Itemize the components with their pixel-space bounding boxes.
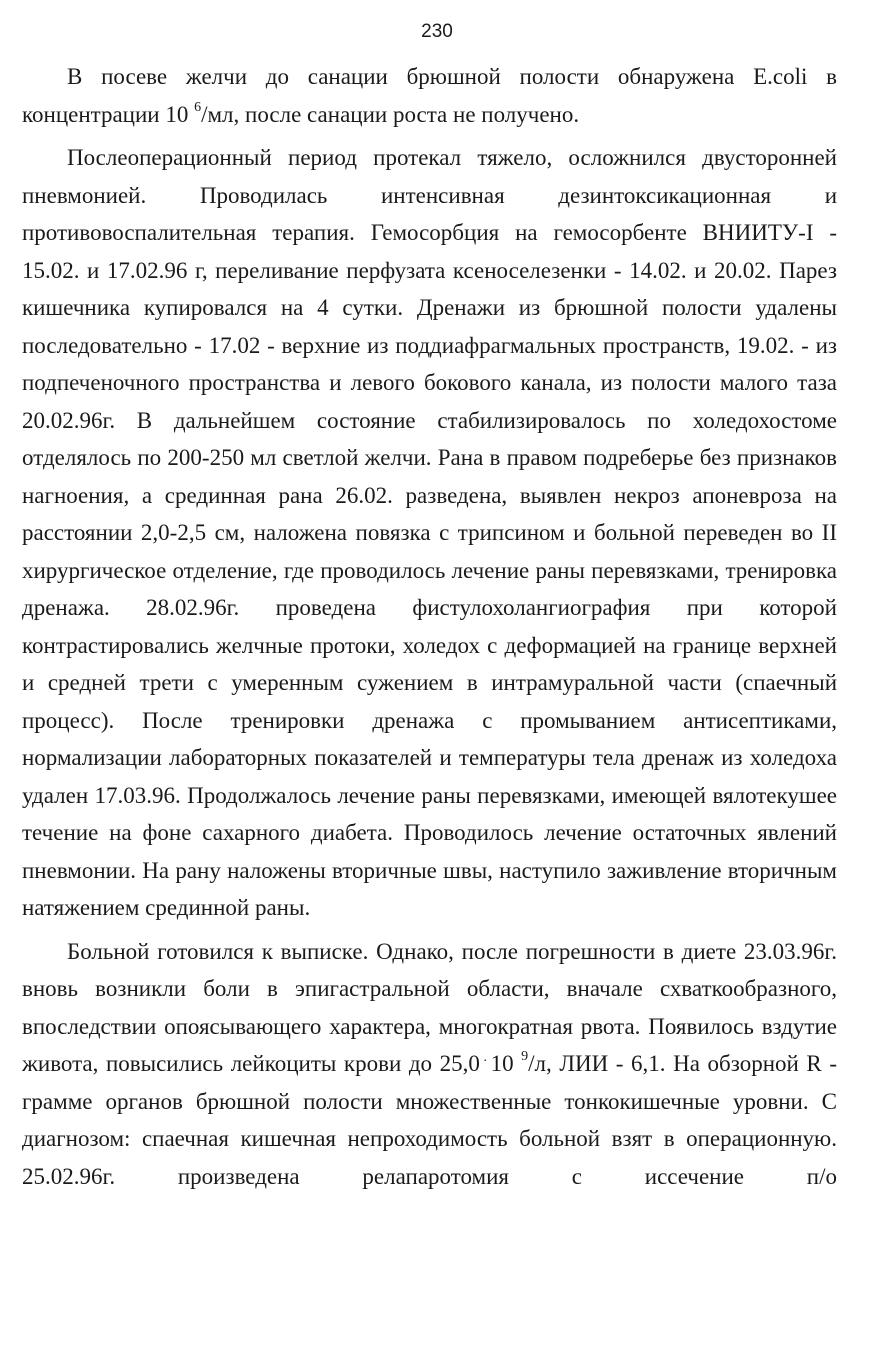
paragraph-postoperative-period: Послеоперационный период протекал тяжело, осложнился двусторонней пневмонией. Проводилась интенсивная дезинтоксикационная и противовоспалительная терапия. Гемосорбция на гемосорбенте ВНИИТУ-I - 15.02. и 17.02.96 г, переливание перфузата ксеноселезенки - 14.02. и 20.02. Парез кишечника купировался на 4 сутки. Дренажи из брюшной полости удалены последовательно - 17.02 - верхние из поддиафрагмальных пространств, 19.02. - из подпеченочного пространства и левого бокового канала, из полости малого таза 20.02.96г. В дальнейшем состояние стабилизировалось по холедохостоме отделялось по 200-250 мл светлой желчи. Рана в правом подреберье без признаков нагноения, а срединная рана 26.02. разведена, выявлен некроз апоневроза на расстоянии 2,0-2,5 см, наложена повязка с трипсином и больной переведен во II хирургическое отделение, где проводилось лечение раны перевязками, тренировка дренажа. 28.02.96г. проведена фистулохолангиография при которой контрастировались желчные протоки, холедох с деформацией на границе верхней и средней трети с умеренным сужением в интрамуральной части (спаечный процесс). После тренировки дренажа с промыванием антисептиками, нормализации лабораторных показателей и температуры тела дренаж из холедоха удален 17.03.96. Продолжалось лечение раны перевязками, имеющей вялотекушее течение на фоне сахарного диабета. Проводилось лечение остаточных явлений пневмонии. На рану наложены вторичные швы, наступило заживление вторичным натяжением срединной раны. <box>22 145 837 920</box>
paragraph-readmission <box>22 933 837 1196</box>
exponent: 6 <box>194 99 202 115</box>
multiplication-dot: · <box>482 1054 488 1069</box>
paragraph-text: 10 <box>490 1051 522 1076</box>
paragraph-text: /л, ЛИИ - 6,1. На обзорной R - грамме органов брюшной полости множественные тонкокишечные уровни. С диагнозом: спаечная кишечная непроходимость больной взят в операционную. 25.02.96г. произведена релапаротомия с иссечение п/о <box>22 1051 838 1189</box>
paragraph-text: /мл, после санации роста не получено. <box>201 101 580 127</box>
paragraph-text: Больной готовился к выписке. Однако, после погрешности в диете 23.03.96г. вновь возникли боли в эпигастральной области, вначале схваткообразного, впоследствии опоясывающего характера, многократная рвота. Появилось вздутие живота, повысились лейкоциты крови до 25,0 <box>22 938 837 1076</box>
document-body <box>22 58 837 1201</box>
exponent: 9 <box>521 1049 529 1065</box>
page-number: 230 <box>421 21 453 42</box>
paragraph-text: В посеве желчи до санации брюшной полости обнаружена E.coli в концентрации 10 <box>22 64 837 127</box>
paragraph-culture-result <box>22 58 837 133</box>
